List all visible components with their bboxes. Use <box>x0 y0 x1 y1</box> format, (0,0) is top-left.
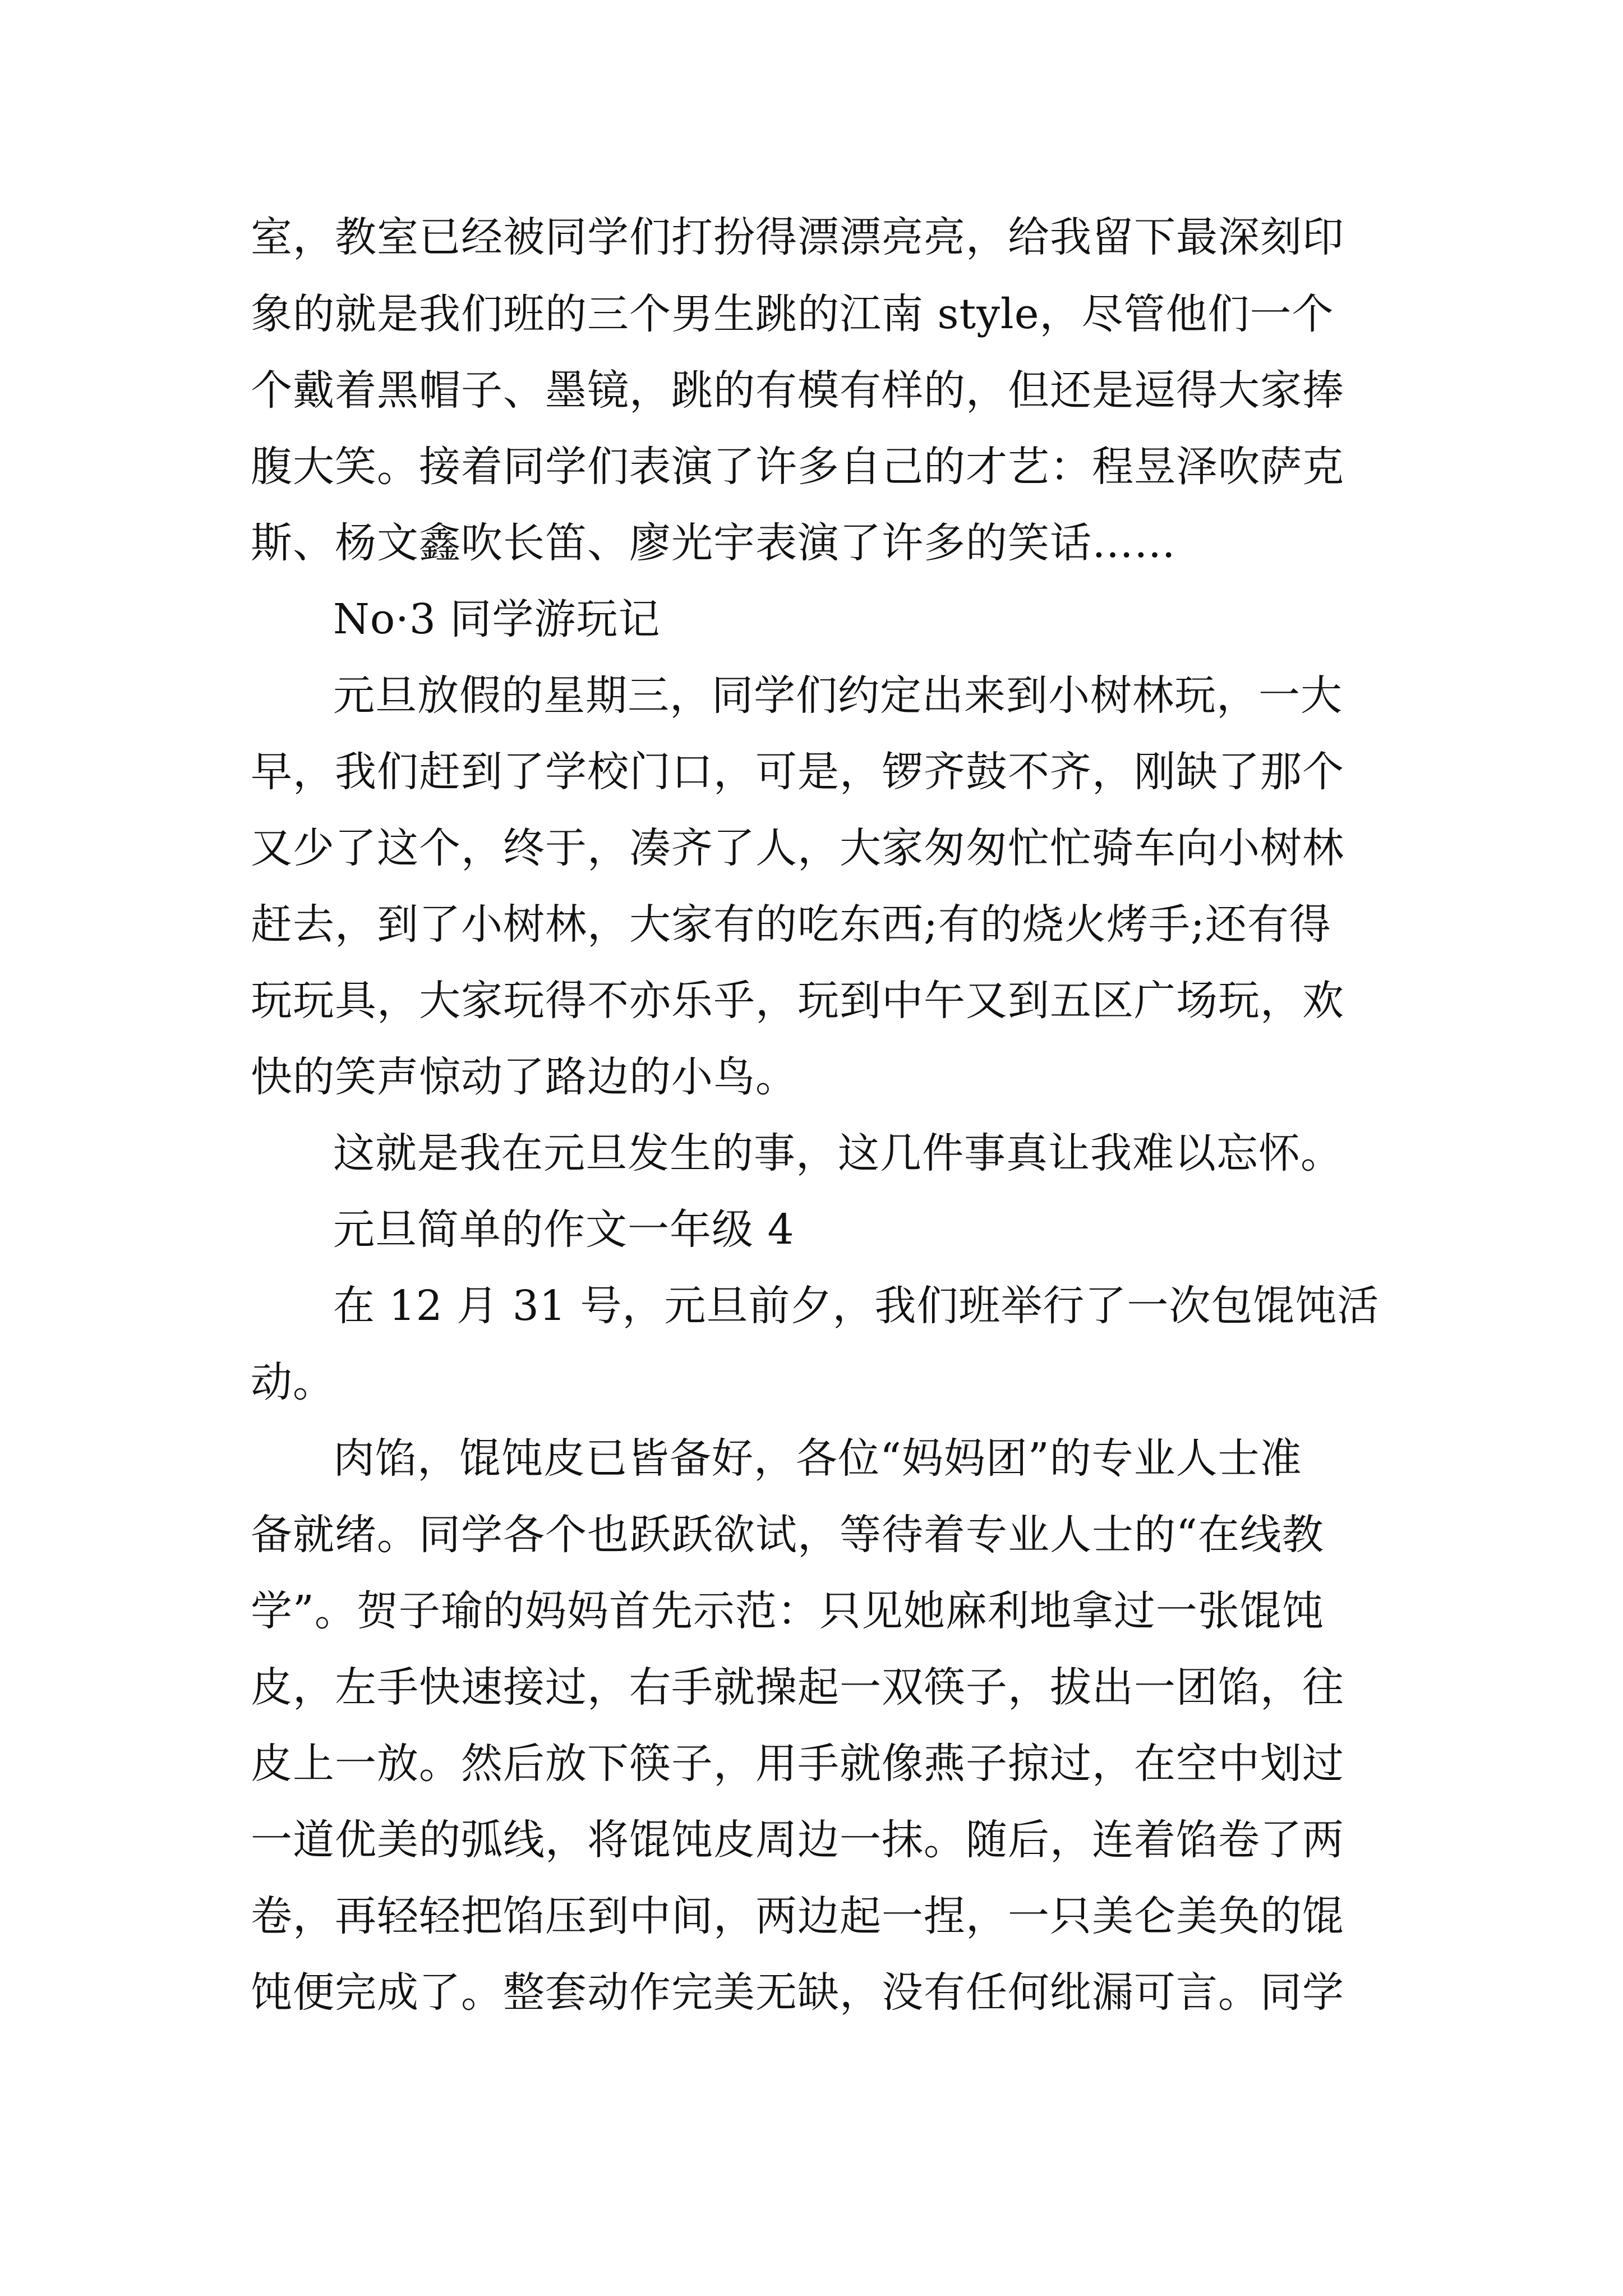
text-line: 肉馅，馄饨皮已皆备好，各位“妈妈团”的专业人士准 <box>333 1434 1302 1483</box>
text-line: 这就是我在元旦发生的事，这几件事真让我难以忘怀。 <box>333 1129 1343 1177</box>
text-line: 一道优美的弧线，将馄饨皮周边一抹。随后，连着馅卷了两 <box>251 1816 1344 1864</box>
text-line: 卷，再轻轻把馅压到中间，两边起一捏，一只美仑美奂的馄 <box>251 1892 1344 1940</box>
text-line: 在 12 月 31 号，元旦前夕，我们班举行了一次包馄饨活 <box>333 1282 1380 1330</box>
text-line: 饨便完成了。整套动作完美无缺，没有任何纰漏可言。同学 <box>251 1968 1344 2017</box>
text-line: 斯、杨文鑫吹长笛、廖光宇表演了许多的笑话…… <box>251 519 1176 567</box>
text-line: 皮，左手快速接过，右手就操起一双筷子，拔出一团馅，往 <box>251 1663 1344 1711</box>
text-line: 又少了这个，终于，凑齐了人，大家匆匆忙忙骑车向小树林 <box>251 824 1344 872</box>
text-line: 玩玩具，大家玩得不亦乐乎，玩到中午又到五区广场玩，欢 <box>251 977 1344 1025</box>
text-line: 室，教室已经被同学们打扮得漂漂亮亮，给我留下最深刻印 <box>251 213 1344 261</box>
text-line: 象的就是我们班的三个男生跳的江南 style，尽管他们一个 <box>251 290 1334 338</box>
text-line: 腹大笑。接着同学们表演了许多自己的才艺：程昱泽吹萨克 <box>251 443 1344 491</box>
text-line: 个戴着黑帽子、墨镜，跳的有模有样的，但还是逗得大家捧 <box>251 366 1344 415</box>
text-line: 快的笑声惊动了路边的小鸟。 <box>251 1053 797 1101</box>
text-line: 动。 <box>251 1358 335 1406</box>
text-line: 备就绪。同学各个也跃跃欲试，等待着专业人士的“在线教 <box>251 1511 1324 1559</box>
essay-title: 元旦简单的作文一年级 4 <box>333 1205 795 1254</box>
text-line: 赶去，到了小树林，大家有的吃东西;有的烧火烤手;还有得 <box>251 900 1331 949</box>
text-line: 元旦放假的星期三，同学们约定出来到小树林玩，一大 <box>333 671 1343 720</box>
text-line: 早，我们赶到了学校门口，可是，锣齐鼓不齐，刚缺了那个 <box>251 748 1344 796</box>
text-line: 学”。贺子瑜的妈妈首先示范：只见她麻利地拿过一张馄饨 <box>251 1587 1324 1635</box>
text-line: 皮上一放。然后放下筷子，用手就像燕子掠过，在空中划过 <box>251 1740 1344 1788</box>
section-heading: No·3 同学游玩记 <box>333 595 661 643</box>
